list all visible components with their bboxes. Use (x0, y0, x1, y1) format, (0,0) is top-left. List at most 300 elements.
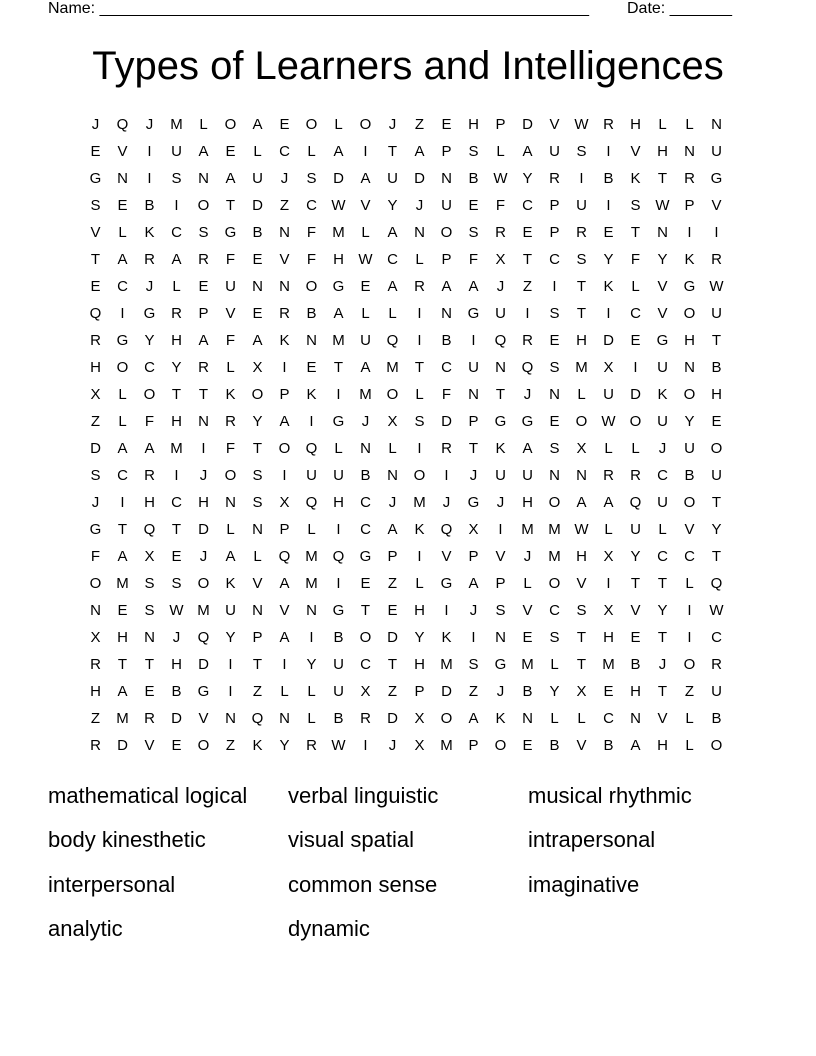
grid-letter: I (498, 521, 503, 538)
grid-letter: U (387, 170, 398, 187)
grid-letter: E (630, 629, 641, 646)
grid-letter: I (120, 494, 125, 511)
grid-letter: U (576, 197, 587, 214)
grid-row (82, 246, 730, 273)
grid-letter: U (495, 305, 506, 322)
grid-letter: A (603, 494, 614, 511)
grid-letter: R (171, 305, 182, 322)
grid-letter: B (711, 359, 722, 376)
grid-letter: D (630, 386, 641, 403)
grid-letter: M (170, 116, 183, 133)
grid-letter: P (549, 224, 560, 241)
grid-letter: W (493, 170, 508, 187)
grid-letter: X (603, 548, 614, 565)
grid-letter: T (90, 251, 101, 268)
grid-letter: X (279, 494, 290, 511)
grid-letter: B (522, 683, 533, 700)
grid-letter: T (198, 386, 209, 403)
grid-letter: S (630, 197, 641, 214)
grid-letter: K (495, 440, 506, 457)
grid-letter: V (279, 251, 290, 268)
grid-letter: D (198, 656, 209, 673)
grid-letter: O (440, 710, 453, 727)
grid-letter: Z (387, 683, 398, 700)
grid-letter: K (279, 332, 290, 349)
grid-letter: C (522, 197, 533, 214)
grid-letter: Z (684, 683, 695, 700)
grid-letter: H (414, 602, 425, 619)
grid-letter: U (711, 467, 722, 484)
grid-row (82, 705, 730, 732)
grid-letter: U (603, 386, 614, 403)
grid-letter: S (414, 413, 425, 430)
grid-letter: T (171, 521, 182, 538)
grid-letter: E (711, 413, 722, 430)
grid-letter: F (495, 197, 506, 214)
grid-letter: E (603, 224, 614, 241)
grid-letter: V (684, 521, 695, 538)
grid-letter: L (307, 521, 316, 538)
grid-letter: V (117, 143, 128, 160)
grid-letter: E (117, 197, 128, 214)
grid-letter: L (577, 710, 586, 727)
grid-letter: A (252, 116, 263, 133)
grid-letter: T (657, 629, 668, 646)
grid-letter: U (225, 602, 236, 619)
grid-letter: K (306, 386, 317, 403)
grid-letter: C (657, 467, 668, 484)
grid-letter: M (116, 710, 129, 727)
grid-letter: X (495, 251, 506, 268)
grid-letter: A (333, 143, 344, 160)
grid-letter: M (305, 548, 318, 565)
grid-letter: O (683, 305, 696, 322)
grid-letter: C (117, 278, 128, 295)
grid-letter: Q (386, 332, 399, 349)
grid-letter: Q (521, 359, 534, 376)
grid-letter: R (495, 224, 506, 241)
grid-letter: R (603, 116, 614, 133)
grid-letter: L (280, 683, 289, 700)
grid-letter: N (495, 629, 506, 646)
grid-letter: O (710, 737, 723, 754)
grid-letter: J (496, 683, 505, 700)
grid-letter: H (576, 332, 587, 349)
grid-letter: O (116, 359, 129, 376)
grid-letter: J (523, 548, 532, 565)
grid-letter: J (388, 116, 397, 133)
grid-letter: A (252, 332, 263, 349)
grid-letter: G (143, 305, 156, 322)
grid-letter: L (685, 710, 694, 727)
grid-letter: M (602, 656, 615, 673)
grid-letter: D (387, 629, 398, 646)
grid-letter: Q (197, 629, 210, 646)
grid-letter: L (388, 305, 397, 322)
grid-letter: P (684, 197, 695, 214)
grid-letter: Q (305, 440, 318, 457)
grid-letter: G (656, 332, 669, 349)
grid-letter: B (441, 332, 452, 349)
grid-letter: G (89, 521, 102, 538)
grid-letter: G (116, 332, 129, 349)
header-line (48, 0, 748, 20)
grid-letter: P (468, 548, 479, 565)
grid-letter: Q (89, 305, 102, 322)
grid-letter: I (228, 683, 233, 700)
grid-letter: X (603, 359, 614, 376)
grid-letter: G (332, 413, 345, 430)
grid-letter: B (144, 197, 155, 214)
grid-letter: L (550, 656, 559, 673)
grid-letter: R (360, 710, 371, 727)
grid-letter: I (363, 143, 368, 160)
grid-letter: V (522, 602, 533, 619)
grid-letter: N (252, 521, 263, 538)
grid-letter: H (657, 143, 668, 160)
grid-letter: J (388, 494, 397, 511)
grid-letter: T (387, 656, 398, 673)
grid-letter: H (684, 332, 695, 349)
grid-letter: W (655, 197, 670, 214)
grid-row (82, 651, 730, 678)
grid-letter: G (467, 494, 480, 511)
grid-row (82, 597, 730, 624)
grid-letter: K (144, 224, 155, 241)
grid-letter: P (495, 575, 506, 592)
grid-letter: O (359, 116, 372, 133)
grid-letter: H (171, 413, 182, 430)
grid-letter: R (144, 710, 155, 727)
grid-letter: P (279, 521, 290, 538)
grid-letter: G (494, 413, 507, 430)
grid-letter: N (684, 359, 695, 376)
grid-letter: A (387, 224, 398, 241)
grid-letter: P (441, 143, 452, 160)
grid-letter: H (144, 494, 155, 511)
grid-row (82, 219, 730, 246)
grid-letter: Q (332, 548, 345, 565)
grid-letter: Q (629, 494, 642, 511)
grid-letter: U (495, 467, 506, 484)
grid-letter: F (630, 251, 641, 268)
grid-letter: W (331, 197, 346, 214)
grid-letter: M (197, 602, 210, 619)
grid-letter: V (630, 602, 641, 619)
grid-letter: S (198, 224, 209, 241)
grid-letter: A (360, 359, 371, 376)
grid-letter: U (630, 521, 641, 538)
grid-letter: U (333, 683, 344, 700)
grid-letter: N (495, 359, 506, 376)
grid-letter: V (657, 278, 668, 295)
grid-letter: A (630, 737, 641, 754)
grid-letter: T (414, 359, 425, 376)
grid-letter: L (415, 386, 424, 403)
grid-letter: J (145, 278, 154, 295)
grid-letter: X (576, 683, 587, 700)
grid-letter: J (442, 494, 451, 511)
grid-letter: G (332, 602, 345, 619)
grid-letter: B (630, 656, 641, 673)
grid-letter: V (549, 116, 560, 133)
grid-letter: E (468, 197, 479, 214)
grid-letter: T (144, 656, 155, 673)
grid-letter: U (441, 197, 452, 214)
grid-letter: E (171, 737, 182, 754)
grid-letter: P (468, 737, 479, 754)
grid-letter: N (684, 143, 695, 160)
grid-letter: A (279, 575, 290, 592)
grid-letter: I (579, 170, 584, 187)
grid-letter: H (171, 332, 182, 349)
grid-letter: S (252, 494, 263, 511)
grid-letter: O (548, 494, 561, 511)
grid-letter: T (576, 305, 587, 322)
grid-letter: H (657, 737, 668, 754)
grid-letter: R (630, 467, 641, 484)
grid-letter: Z (468, 683, 479, 700)
grid-letter: R (198, 251, 209, 268)
grid-row (82, 273, 730, 300)
grid-letter: M (521, 656, 534, 673)
grid-letter: I (444, 467, 449, 484)
grid-letter: A (468, 278, 479, 295)
grid-letter: U (657, 494, 668, 511)
grid-letter: R (414, 278, 425, 295)
grid-letter: U (684, 440, 695, 457)
grid-letter: O (629, 413, 642, 430)
grid-letter: M (548, 521, 561, 538)
grid-letter: C (630, 305, 641, 322)
grid-letter: A (171, 251, 182, 268)
grid-letter: O (413, 467, 426, 484)
grid-letter: C (360, 494, 371, 511)
grid-letter: N (252, 602, 263, 619)
grid-letter: Q (278, 548, 291, 565)
grid-letter: P (468, 413, 479, 430)
grid-letter: X (468, 521, 479, 538)
grid-letter: O (89, 575, 102, 592)
grid-letter: L (199, 116, 208, 133)
grid-letter: L (334, 116, 343, 133)
grid-letter: V (630, 143, 641, 160)
grid-letter: N (279, 710, 290, 727)
grid-letter: I (147, 170, 152, 187)
grid-letter: S (576, 251, 587, 268)
grid-letter: R (522, 332, 533, 349)
grid-letter: U (360, 332, 371, 349)
grid-letter: D (252, 197, 263, 214)
grid-letter: M (332, 332, 345, 349)
grid-letter: J (172, 629, 181, 646)
word-list-item: body kinesthetic (48, 827, 206, 852)
word-list-item: interpersonal (48, 872, 176, 897)
grid-letter: I (714, 224, 719, 241)
grid-letter: L (226, 521, 235, 538)
grid-letter: I (525, 305, 530, 322)
grid-letter: N (549, 467, 560, 484)
grid-letter: V (576, 737, 587, 754)
grid-letter: K (684, 251, 695, 268)
grid-letter: Y (387, 197, 398, 214)
grid-row (82, 138, 730, 165)
grid-letter: P (279, 386, 290, 403)
grid-letter: I (687, 224, 692, 241)
grid-letter: S (576, 602, 587, 619)
grid-letter: D (198, 521, 209, 538)
grid-letter: N (711, 116, 722, 133)
grid-letter: K (603, 278, 614, 295)
grid-letter: H (414, 656, 425, 673)
grid-letter: S (90, 197, 101, 214)
grid-letter: S (468, 656, 479, 673)
grid-letter: T (657, 575, 668, 592)
grid-letter: E (144, 683, 155, 700)
grid-letter: Q (143, 521, 156, 538)
word-list-item: intrapersonal (528, 827, 656, 852)
grid-letter: E (630, 332, 641, 349)
grid-letter: Y (630, 548, 641, 565)
grid-letter: L (685, 575, 694, 592)
grid-letter: H (468, 116, 479, 133)
grid-letter: T (711, 548, 722, 565)
grid-letter: W (574, 116, 589, 133)
grid-letter: K (657, 386, 668, 403)
grid-letter: A (522, 143, 533, 160)
grid-letter: H (171, 656, 182, 673)
grid-letter: F (90, 548, 101, 565)
grid-letter: X (252, 359, 263, 376)
grid-letter: J (388, 737, 397, 754)
grid-letter: M (440, 656, 453, 673)
word-list-item: verbal linguistic (288, 783, 439, 808)
grid-letter: S (90, 467, 101, 484)
grid-letter: A (117, 548, 128, 565)
grid-letter: E (360, 278, 371, 295)
grid-letter: X (360, 683, 371, 700)
grid-letter: B (549, 737, 560, 754)
grid-letter: E (549, 413, 560, 430)
grid-letter: L (631, 440, 640, 457)
grid-letter: O (440, 224, 453, 241)
grid-letter: W (358, 251, 373, 268)
grid-letter: I (336, 575, 341, 592)
grid-letter: D (333, 170, 344, 187)
grid-letter: B (684, 467, 695, 484)
grid-letter: S (171, 170, 182, 187)
grid-row (82, 570, 730, 597)
grid-letter: A (333, 305, 344, 322)
grid-letter: O (305, 116, 318, 133)
grid-letter: E (306, 359, 317, 376)
grid-letter: X (90, 386, 101, 403)
grid-letter: L (550, 710, 559, 727)
grid-letter: T (387, 143, 398, 160)
grid-row (82, 624, 730, 651)
grid-letter: E (522, 629, 533, 646)
grid-letter: K (441, 629, 452, 646)
grid-letter: T (711, 494, 722, 511)
grid-letter: H (522, 494, 533, 511)
grid-letter: G (359, 548, 372, 565)
grid-row (82, 381, 730, 408)
grid-letter: L (631, 278, 640, 295)
grid-letter: B (360, 467, 371, 484)
grid-letter: W (574, 521, 589, 538)
grid-letter: O (305, 278, 318, 295)
word-list-item: analytic (48, 916, 123, 941)
grid-letter: L (658, 521, 667, 538)
grid-letter: G (521, 413, 534, 430)
grid-letter: L (685, 116, 694, 133)
grid-letter: G (89, 170, 102, 187)
grid-letter: B (603, 737, 614, 754)
grid-letter: Z (90, 710, 101, 727)
grid-letter: P (549, 197, 560, 214)
grid-letter: R (684, 170, 695, 187)
grid-letter: O (278, 440, 291, 457)
grid-letter: E (252, 305, 263, 322)
grid-letter: J (496, 494, 505, 511)
grid-letter: C (387, 251, 398, 268)
grid-letter: G (332, 278, 345, 295)
grid-letter: R (144, 251, 155, 268)
grid-letter: G (440, 575, 453, 592)
grid-letter: K (630, 170, 641, 187)
grid-letter: J (199, 548, 208, 565)
grid-letter: O (683, 656, 696, 673)
grid-letter: E (90, 278, 101, 295)
grid-letter: L (118, 386, 127, 403)
grid-letter: K (414, 521, 425, 538)
grid-letter: W (709, 278, 724, 295)
grid-letter: P (252, 629, 263, 646)
grid-letter: G (224, 224, 237, 241)
grid-letter: L (388, 440, 397, 457)
word-list-item: common sense (288, 872, 438, 897)
grid-letter: A (198, 332, 209, 349)
grid-letter: U (711, 143, 722, 160)
grid-letter: U (252, 170, 263, 187)
grid-letter: L (604, 521, 613, 538)
grid-letter: Y (144, 332, 155, 349)
grid-letter: A (279, 629, 290, 646)
grid-letter: T (171, 386, 182, 403)
grid-letter: Y (225, 629, 236, 646)
grid-letter: A (387, 521, 398, 538)
grid-letter: H (630, 116, 641, 133)
grid-letter: X (90, 629, 101, 646)
grid-letter: I (606, 575, 611, 592)
grid-letter: B (603, 170, 614, 187)
grid-letter: R (711, 656, 722, 673)
grid-letter: I (633, 359, 638, 376)
grid-letter: N (360, 440, 371, 457)
grid-letter: Z (225, 737, 236, 754)
grid-letter: O (197, 197, 210, 214)
grid-letter: O (548, 575, 561, 592)
grid-letter: N (225, 710, 236, 727)
page-title: Types of Learners and Intelligences (92, 44, 724, 88)
grid-letter: D (117, 737, 128, 754)
grid-letter: R (90, 737, 101, 754)
word-list-item: dynamic (288, 916, 370, 941)
grid-row (82, 300, 730, 327)
grid-letter: C (441, 359, 452, 376)
grid-letter: R (198, 359, 209, 376)
grid-letter: M (413, 494, 426, 511)
